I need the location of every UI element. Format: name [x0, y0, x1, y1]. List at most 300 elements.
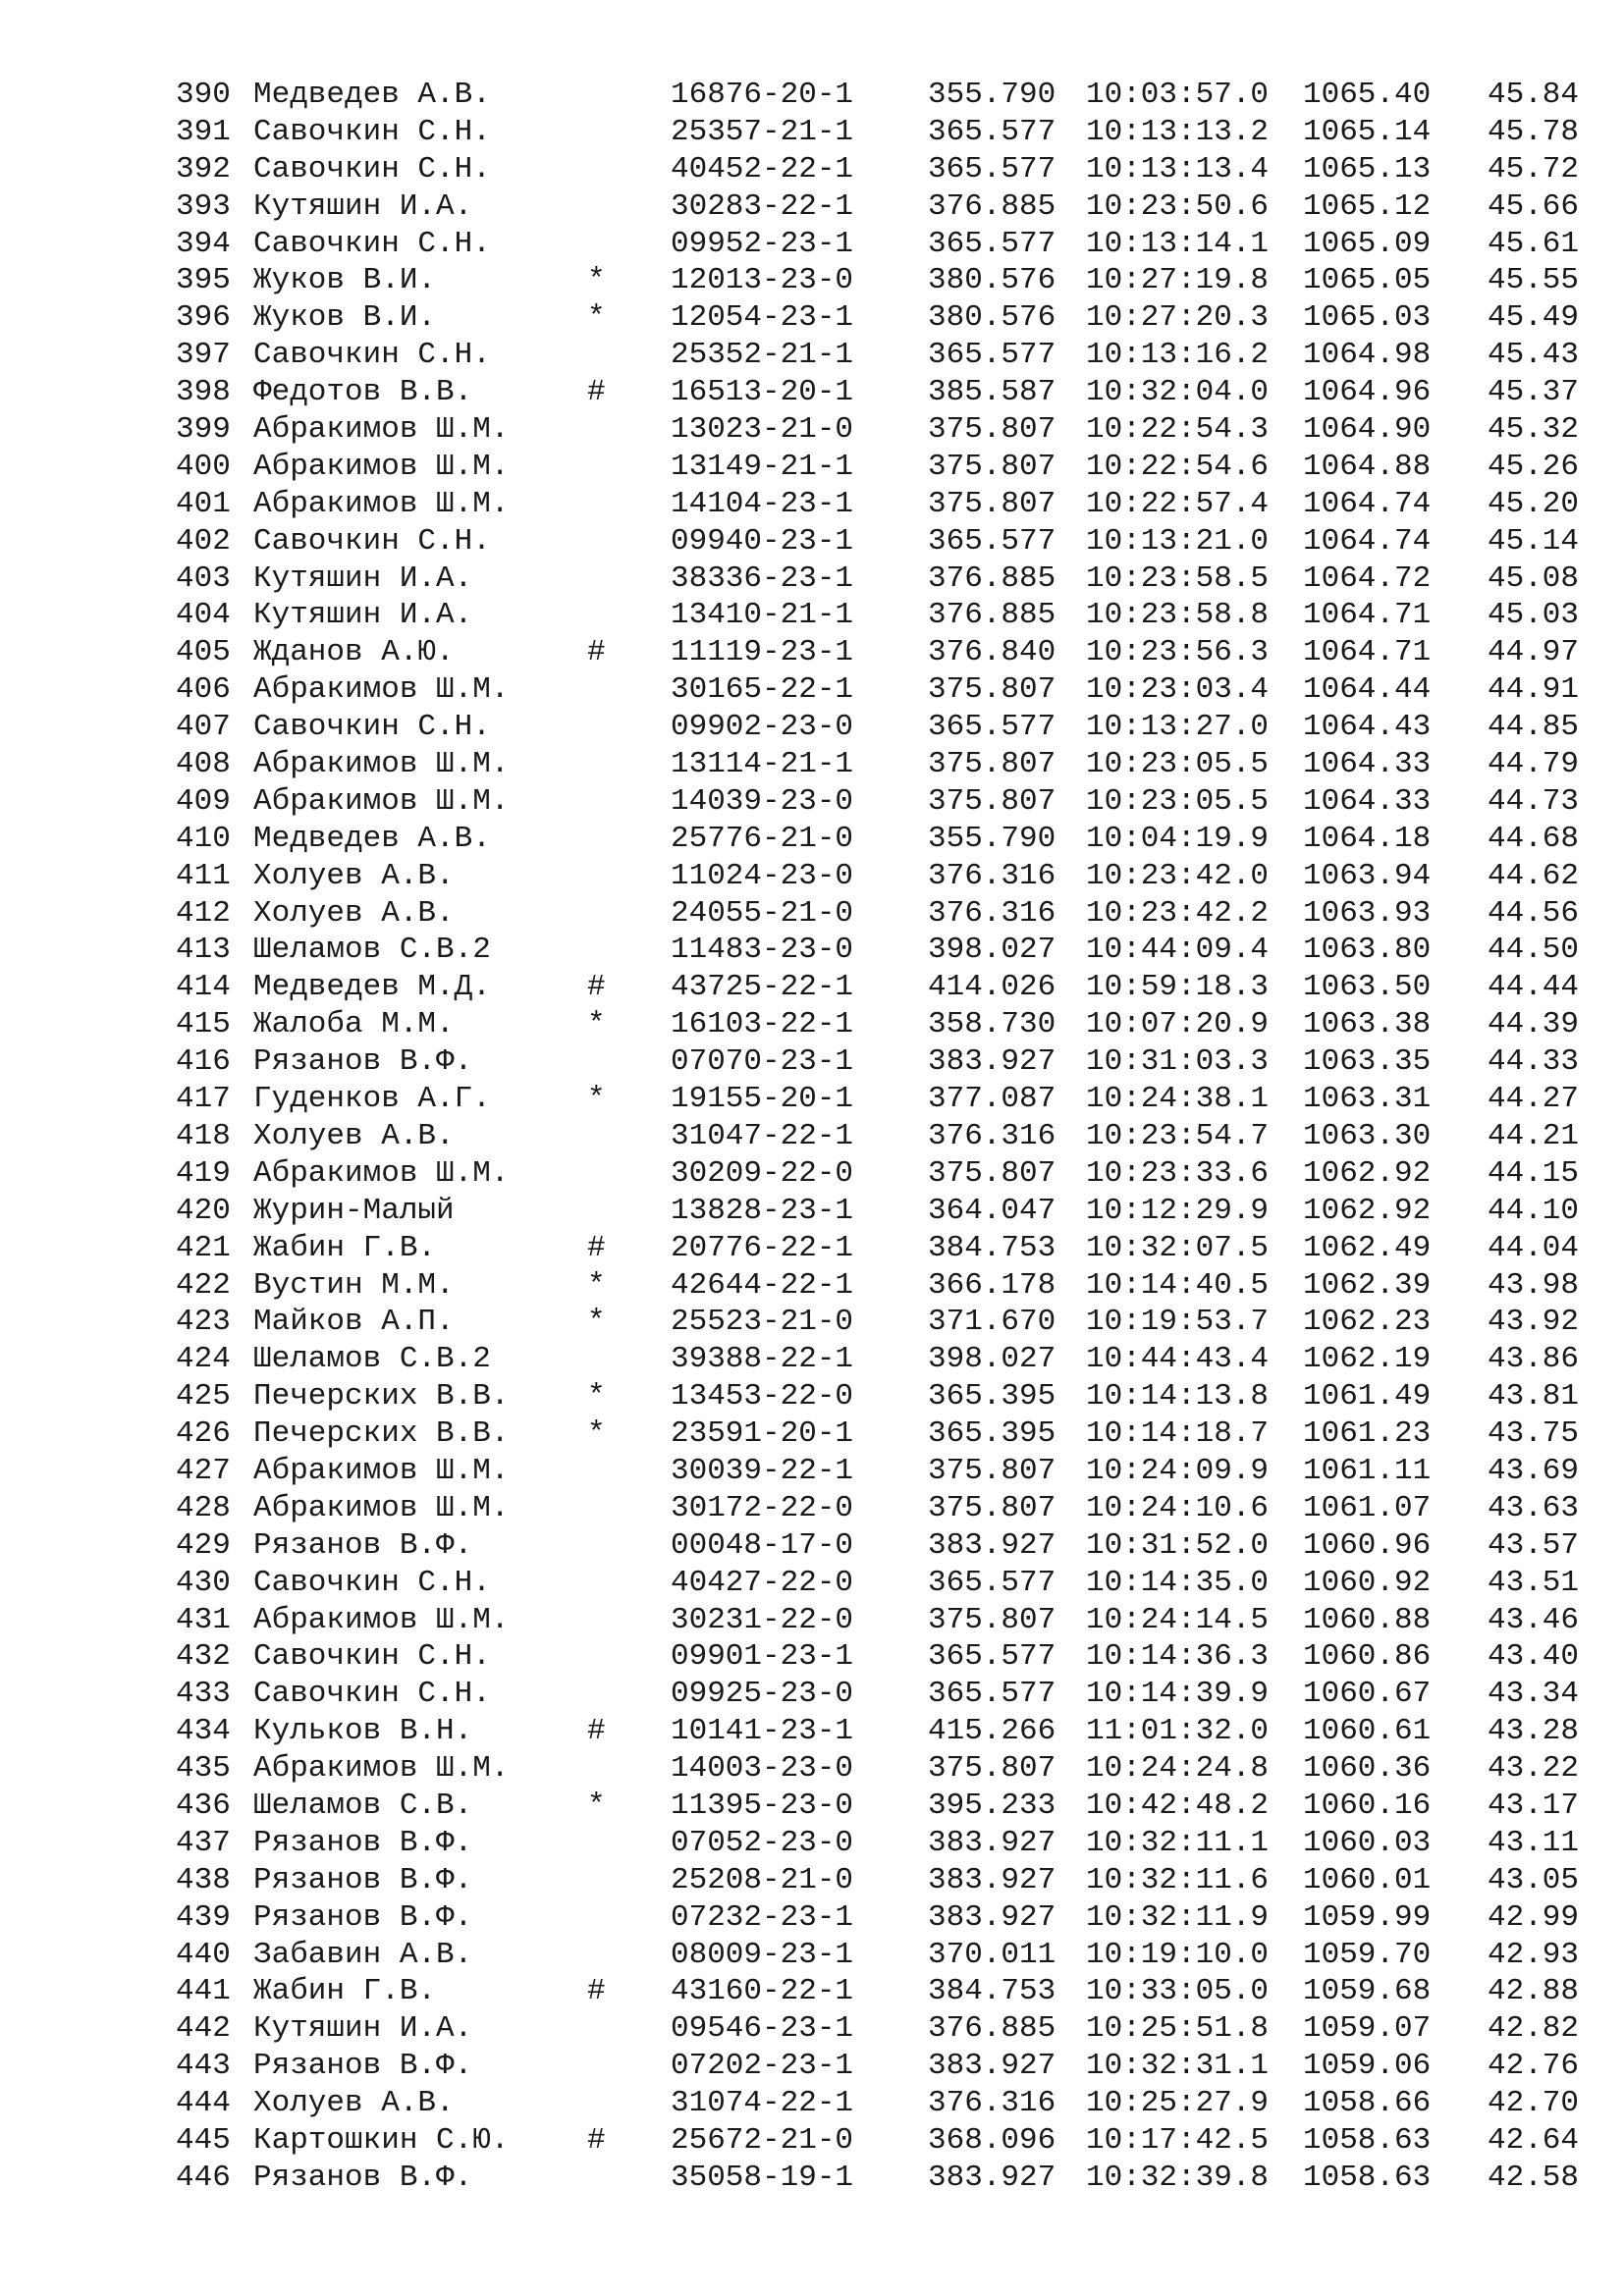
fancier-name-cell: Абракимов Ш.М.	[253, 412, 510, 448]
place-cell: 440	[176, 1937, 231, 1972]
table-row	[0, 1118, 1624, 1155]
distance-cell: 365.395	[928, 1379, 1056, 1415]
place-cell: 433	[176, 1677, 231, 1712]
fancier-name-cell: Рязанов В.Ф.	[253, 1862, 473, 1897]
place-cell: 391	[176, 114, 231, 149]
distance-cell: 365.577	[928, 523, 1056, 559]
ring-number-cell: 25357-21-1	[671, 114, 854, 149]
arrival-time-cell: 10:32:39.8	[1086, 2160, 1270, 2195]
place-cell: 434	[176, 1714, 231, 1749]
speed-cell: 1062.23	[1303, 1305, 1432, 1340]
points-cell: 42.76	[1487, 2049, 1579, 2084]
speed-cell: 1064.43	[1303, 710, 1432, 745]
arrival-time-cell: 10:23:42.2	[1086, 895, 1270, 931]
table-row	[0, 1602, 1624, 1639]
fancier-name-cell: Абракимов Ш.М.	[253, 672, 510, 708]
speed-cell: 1064.90	[1303, 412, 1432, 448]
fancier-name-cell: Абракимов Ш.М.	[253, 783, 510, 819]
distance-cell: 371.670	[928, 1305, 1056, 1340]
distance-cell: 365.577	[928, 1565, 1056, 1600]
arrival-time-cell: 10:59:18.3	[1086, 970, 1270, 1005]
speed-cell: 1065.12	[1303, 188, 1432, 224]
fancier-name-cell: Гуденков А.Г.	[253, 1082, 491, 1117]
points-cell: 44.85	[1487, 710, 1579, 745]
speed-cell: 1063.93	[1303, 895, 1432, 931]
arrival-time-cell: 10:32:04.0	[1086, 375, 1270, 410]
table-row	[0, 1006, 1624, 1043]
points-cell: 43.81	[1487, 1379, 1579, 1415]
points-cell: 42.70	[1487, 2086, 1579, 2121]
speed-cell: 1060.88	[1303, 1602, 1432, 1637]
mark-cell: #	[587, 1714, 606, 1749]
points-cell: 45.03	[1487, 598, 1579, 633]
ring-number-cell: 38336-23-1	[671, 561, 854, 596]
ring-number-cell: 13114-21-1	[671, 747, 854, 782]
ring-number-cell: 19155-20-1	[671, 1082, 854, 1117]
table-row	[0, 1193, 1624, 1230]
points-cell: 43.63	[1487, 1490, 1579, 1525]
table-row	[0, 597, 1624, 634]
ring-number-cell: 00048-17-0	[671, 1527, 854, 1563]
place-cell: 430	[176, 1565, 231, 1600]
distance-cell: 365.577	[928, 226, 1056, 261]
ring-number-cell: 13453-22-0	[671, 1379, 854, 1415]
arrival-time-cell: 10:19:10.0	[1086, 1937, 1270, 1972]
arrival-time-cell: 10:12:29.9	[1086, 1193, 1270, 1228]
mark-cell: *	[587, 1007, 606, 1042]
arrival-time-cell: 10:23:03.4	[1086, 672, 1270, 708]
points-cell: 44.21	[1487, 1118, 1579, 1153]
fancier-name-cell: Холуев А.В.	[253, 895, 455, 931]
mark-cell: #	[587, 635, 606, 670]
mark-cell: #	[587, 1230, 606, 1265]
distance-cell: 375.807	[928, 1155, 1056, 1191]
ring-number-cell: 30231-22-0	[671, 1602, 854, 1637]
distance-cell: 395.233	[928, 1788, 1056, 1823]
arrival-time-cell: 10:14:36.3	[1086, 1639, 1270, 1675]
fancier-name-cell: Майков А.П.	[253, 1305, 455, 1340]
ring-number-cell: 09952-23-1	[671, 226, 854, 261]
points-cell: 45.72	[1487, 151, 1579, 187]
fancier-name-cell: Рязанов В.Ф.	[253, 1825, 473, 1860]
place-cell: 443	[176, 2049, 231, 2084]
ring-number-cell: 40452-22-1	[671, 151, 854, 187]
place-cell: 416	[176, 1044, 231, 1080]
place-cell: 413	[176, 933, 231, 968]
arrival-time-cell: 10:33:05.0	[1086, 1974, 1270, 2009]
points-cell: 42.99	[1487, 1899, 1579, 1935]
table-row	[0, 709, 1624, 746]
table-row	[0, 821, 1624, 858]
points-cell: 42.58	[1487, 2160, 1579, 2195]
place-cell: 414	[176, 970, 231, 1005]
distance-cell: 383.927	[928, 1899, 1056, 1935]
place-cell: 403	[176, 561, 231, 596]
speed-cell: 1064.88	[1303, 449, 1432, 484]
place-cell: 432	[176, 1639, 231, 1675]
table-row	[0, 2085, 1624, 2122]
ring-number-cell: 25672-21-0	[671, 2122, 854, 2158]
place-cell: 418	[176, 1118, 231, 1153]
speed-cell: 1060.01	[1303, 1862, 1432, 1897]
table-row	[0, 1453, 1624, 1490]
arrival-time-cell: 10:23:42.0	[1086, 858, 1270, 893]
distance-cell: 385.587	[928, 375, 1056, 410]
fancier-name-cell: Кутяшин И.А.	[253, 2011, 473, 2047]
ring-number-cell: 23591-20-1	[671, 1416, 854, 1452]
ring-number-cell: 40427-22-0	[671, 1565, 854, 1600]
fancier-name-cell: Рязанов В.Ф.	[253, 2160, 473, 2195]
place-cell: 428	[176, 1490, 231, 1525]
ring-number-cell: 16103-22-1	[671, 1007, 854, 1042]
points-cell: 44.39	[1487, 1007, 1579, 1042]
distance-cell: 383.927	[928, 2160, 1056, 2195]
speed-cell: 1061.11	[1303, 1453, 1432, 1488]
fancier-name-cell: Савочкин С.Н.	[253, 338, 491, 373]
speed-cell: 1064.74	[1303, 486, 1432, 521]
distance-cell: 365.577	[928, 114, 1056, 149]
table-row	[0, 226, 1624, 263]
speed-cell: 1060.36	[1303, 1751, 1432, 1787]
arrival-time-cell: 10:17:42.5	[1086, 2122, 1270, 2158]
arrival-time-cell: 10:32:07.5	[1086, 1230, 1270, 1265]
ring-number-cell: 09925-23-0	[671, 1677, 854, 1712]
ring-number-cell: 07052-23-0	[671, 1825, 854, 1860]
place-cell: 417	[176, 1082, 231, 1117]
place-cell: 420	[176, 1193, 231, 1228]
ring-number-cell: 39388-22-1	[671, 1342, 854, 1377]
points-cell: 45.61	[1487, 226, 1579, 261]
distance-cell: 375.807	[928, 1751, 1056, 1787]
ring-number-cell: 42644-22-1	[671, 1267, 854, 1303]
points-cell: 45.26	[1487, 449, 1579, 484]
ring-number-cell: 20776-22-1	[671, 1230, 854, 1265]
distance-cell: 364.047	[928, 1193, 1056, 1228]
speed-cell: 1062.39	[1303, 1267, 1432, 1303]
arrival-time-cell: 10:42:48.2	[1086, 1788, 1270, 1823]
place-cell: 411	[176, 858, 231, 893]
distance-cell: 398.027	[928, 1342, 1056, 1377]
arrival-time-cell: 10:23:58.8	[1086, 598, 1270, 633]
distance-cell: 375.807	[928, 1490, 1056, 1525]
fancier-name-cell: Абракимов Ш.М.	[253, 449, 510, 484]
table-row	[0, 1713, 1624, 1750]
points-cell: 43.11	[1487, 1825, 1579, 1860]
table-row	[0, 188, 1624, 226]
place-cell: 396	[176, 300, 231, 336]
table-row	[0, 411, 1624, 449]
distance-cell: 383.927	[928, 1044, 1056, 1080]
ring-number-cell: 25208-21-0	[671, 1862, 854, 1897]
speed-cell: 1063.80	[1303, 933, 1432, 968]
distance-cell: 355.790	[928, 821, 1056, 856]
fancier-name-cell: Жданов А.Ю.	[253, 635, 455, 670]
results-table	[0, 77, 1624, 2197]
points-cell: 45.84	[1487, 78, 1579, 112]
arrival-time-cell: 10:25:51.8	[1086, 2011, 1270, 2047]
fancier-name-cell: Абракимов Ш.М.	[253, 486, 510, 521]
table-row	[0, 114, 1624, 151]
place-cell: 423	[176, 1305, 231, 1340]
distance-cell: 365.577	[928, 151, 1056, 187]
ring-number-cell: 09546-23-1	[671, 2011, 854, 2047]
points-cell: 43.75	[1487, 1416, 1579, 1452]
table-row	[0, 895, 1624, 933]
arrival-time-cell: 10:24:14.5	[1086, 1602, 1270, 1637]
speed-cell: 1062.49	[1303, 1230, 1432, 1265]
arrival-time-cell: 10:32:11.9	[1086, 1899, 1270, 1935]
distance-cell: 358.730	[928, 1007, 1056, 1042]
fancier-name-cell: Забавин А.В.	[253, 1937, 473, 1972]
distance-cell: 376.316	[928, 858, 1056, 893]
arrival-time-cell: 10:23:50.6	[1086, 188, 1270, 224]
arrival-time-cell: 10:24:10.6	[1086, 1490, 1270, 1525]
arrival-time-cell: 10:24:09.9	[1086, 1453, 1270, 1488]
speed-cell: 1061.07	[1303, 1490, 1432, 1525]
arrival-time-cell: 10:14:35.0	[1086, 1565, 1270, 1600]
fancier-name-cell: Рязанов В.Ф.	[253, 1527, 473, 1563]
points-cell: 43.40	[1487, 1639, 1579, 1675]
arrival-time-cell: 10:23:05.5	[1086, 783, 1270, 819]
distance-cell: 370.011	[928, 1937, 1056, 1972]
points-cell: 45.37	[1487, 375, 1579, 410]
place-cell: 444	[176, 2086, 231, 2121]
table-row	[0, 1415, 1624, 1453]
place-cell: 402	[176, 523, 231, 559]
speed-cell: 1065.09	[1303, 226, 1432, 261]
distance-cell: 365.577	[928, 338, 1056, 373]
ring-number-cell: 30165-22-1	[671, 672, 854, 708]
distance-cell: 365.577	[928, 1639, 1056, 1675]
distance-cell: 365.395	[928, 1416, 1056, 1452]
speed-cell: 1060.61	[1303, 1714, 1432, 1749]
speed-cell: 1058.66	[1303, 2086, 1432, 2121]
points-cell: 43.98	[1487, 1267, 1579, 1303]
speed-cell: 1063.30	[1303, 1118, 1432, 1153]
ring-number-cell: 31047-22-1	[671, 1118, 854, 1153]
distance-cell: 375.807	[928, 1602, 1056, 1637]
place-cell: 390	[176, 78, 231, 112]
distance-cell: 376.885	[928, 188, 1056, 224]
fancier-name-cell: Савочкин С.Н.	[253, 226, 491, 261]
ring-number-cell: 09902-23-0	[671, 710, 854, 745]
fancier-name-cell: Савочкин С.Н.	[253, 523, 491, 559]
place-cell: 398	[176, 375, 231, 410]
distance-cell: 383.927	[928, 1825, 1056, 1860]
table-row	[0, 486, 1624, 523]
speed-cell: 1064.72	[1303, 561, 1432, 596]
speed-cell: 1064.96	[1303, 375, 1432, 410]
table-row	[0, 1899, 1624, 1937]
table-row	[0, 1937, 1624, 1974]
speed-cell: 1059.07	[1303, 2011, 1432, 2047]
points-cell: 44.15	[1487, 1155, 1579, 1191]
distance-cell: 375.807	[928, 486, 1056, 521]
speed-cell: 1060.03	[1303, 1825, 1432, 1860]
points-cell: 45.43	[1487, 338, 1579, 373]
mark-cell: *	[587, 1305, 606, 1340]
points-cell: 43.05	[1487, 1862, 1579, 1897]
arrival-time-cell: 10:22:54.3	[1086, 412, 1270, 448]
distance-cell: 376.316	[928, 895, 1056, 931]
points-cell: 45.78	[1487, 114, 1579, 149]
ring-number-cell: 14003-23-0	[671, 1751, 854, 1787]
points-cell: 44.33	[1487, 1044, 1579, 1080]
place-cell: 395	[176, 263, 231, 298]
points-cell: 44.73	[1487, 783, 1579, 819]
place-cell: 399	[176, 412, 231, 448]
ring-number-cell: 07232-23-1	[671, 1899, 854, 1935]
table-row	[0, 1378, 1624, 1415]
place-cell: 408	[176, 747, 231, 782]
arrival-time-cell: 10:32:31.1	[1086, 2049, 1270, 2084]
ring-number-cell: 16876-20-1	[671, 78, 854, 112]
speed-cell: 1060.67	[1303, 1677, 1432, 1712]
ring-number-cell: 13023-21-0	[671, 412, 854, 448]
distance-cell: 375.807	[928, 747, 1056, 782]
distance-cell: 376.316	[928, 1118, 1056, 1153]
arrival-time-cell: 10:19:53.7	[1086, 1305, 1270, 1340]
place-cell: 415	[176, 1007, 231, 1042]
points-cell: 45.55	[1487, 263, 1579, 298]
speed-cell: 1062.92	[1303, 1155, 1432, 1191]
ring-number-cell: 35058-19-1	[671, 2160, 854, 2195]
fancier-name-cell: Абракимов Ш.М.	[253, 1751, 510, 1787]
ring-number-cell: 30209-22-0	[671, 1155, 854, 1191]
speed-cell: 1063.38	[1303, 1007, 1432, 1042]
points-cell: 43.69	[1487, 1453, 1579, 1488]
distance-cell: 383.927	[928, 2049, 1056, 2084]
place-cell: 431	[176, 1602, 231, 1637]
ring-number-cell: 09901-23-1	[671, 1639, 854, 1675]
points-cell: 44.91	[1487, 672, 1579, 708]
mark-cell: *	[587, 1379, 606, 1415]
arrival-time-cell: 10:25:27.9	[1086, 2086, 1270, 2121]
fancier-name-cell: Федотов В.В.	[253, 375, 473, 410]
fancier-name-cell: Жалоба М.М.	[253, 1007, 455, 1042]
fancier-name-cell: Журин-Малый	[253, 1193, 455, 1228]
arrival-time-cell: 10:23:56.3	[1086, 635, 1270, 670]
speed-cell: 1063.50	[1303, 970, 1432, 1005]
points-cell: 43.57	[1487, 1527, 1579, 1563]
distance-cell: 376.840	[928, 635, 1056, 670]
points-cell: 45.08	[1487, 561, 1579, 596]
points-cell: 43.92	[1487, 1305, 1579, 1340]
arrival-time-cell: 10:13:13.4	[1086, 151, 1270, 187]
points-cell: 43.51	[1487, 1565, 1579, 1600]
table-row	[0, 151, 1624, 188]
points-cell: 44.10	[1487, 1193, 1579, 1228]
points-cell: 45.66	[1487, 188, 1579, 224]
fancier-name-cell: Шеламов С.В.2	[253, 933, 491, 968]
arrival-time-cell: 10:13:14.1	[1086, 226, 1270, 261]
arrival-time-cell: 10:32:11.6	[1086, 1862, 1270, 1897]
place-cell: 446	[176, 2160, 231, 2195]
arrival-time-cell: 10:23:05.5	[1086, 747, 1270, 782]
table-row	[0, 1638, 1624, 1676]
points-cell: 45.20	[1487, 486, 1579, 521]
distance-cell: 368.096	[928, 2122, 1056, 2158]
speed-cell: 1060.96	[1303, 1527, 1432, 1563]
ring-number-cell: 43160-22-1	[671, 1974, 854, 2009]
distance-cell: 366.178	[928, 1267, 1056, 1303]
fancier-name-cell: Холуев А.В.	[253, 1118, 455, 1153]
speed-cell: 1064.33	[1303, 747, 1432, 782]
distance-cell: 384.753	[928, 1974, 1056, 2009]
table-row	[0, 746, 1624, 783]
points-cell: 44.68	[1487, 821, 1579, 856]
fancier-name-cell: Савочкин С.Н.	[253, 151, 491, 187]
arrival-time-cell: 10:14:18.7	[1086, 1416, 1270, 1452]
fancier-name-cell: Вустин М.М.	[253, 1267, 455, 1303]
distance-cell: 365.577	[928, 1677, 1056, 1712]
points-cell: 45.14	[1487, 523, 1579, 559]
ring-number-cell: 11119-23-1	[671, 635, 854, 670]
speed-cell: 1061.49	[1303, 1379, 1432, 1415]
distance-cell: 376.885	[928, 561, 1056, 596]
speed-cell: 1063.94	[1303, 858, 1432, 893]
place-cell: 393	[176, 188, 231, 224]
fancier-name-cell: Абракимов Ш.М.	[253, 1602, 510, 1637]
place-cell: 445	[176, 2122, 231, 2158]
table-row	[0, 1081, 1624, 1118]
speed-cell: 1065.40	[1303, 78, 1432, 112]
place-cell: 392	[176, 151, 231, 187]
place-cell: 439	[176, 1899, 231, 1935]
table-row	[0, 1341, 1624, 1378]
fancier-name-cell: Печерских В.В.	[253, 1416, 510, 1452]
arrival-time-cell: 10:31:52.0	[1086, 1527, 1270, 1563]
distance-cell: 377.087	[928, 1082, 1056, 1117]
table-row	[0, 262, 1624, 299]
place-cell: 394	[176, 226, 231, 261]
fancier-name-cell: Жуков В.И.	[253, 300, 437, 336]
table-row	[0, 1527, 1624, 1565]
arrival-time-cell: 10:14:40.5	[1086, 1267, 1270, 1303]
place-cell: 426	[176, 1416, 231, 1452]
distance-cell: 414.026	[928, 970, 1056, 1005]
place-cell: 409	[176, 783, 231, 819]
points-cell: 44.44	[1487, 970, 1579, 1005]
points-cell: 42.64	[1487, 2122, 1579, 2158]
table-row	[0, 1862, 1624, 1899]
fancier-name-cell: Савочкин С.Н.	[253, 114, 491, 149]
place-cell: 422	[176, 1267, 231, 1303]
points-cell: 43.46	[1487, 1602, 1579, 1637]
fancier-name-cell: Рязанов В.Ф.	[253, 1899, 473, 1935]
distance-cell: 375.807	[928, 783, 1056, 819]
place-cell: 421	[176, 1230, 231, 1265]
fancier-name-cell: Кутяшин И.А.	[253, 561, 473, 596]
distance-cell: 398.027	[928, 933, 1056, 968]
points-cell: 45.32	[1487, 412, 1579, 448]
ring-number-cell: 11483-23-0	[671, 933, 854, 968]
place-cell: 429	[176, 1527, 231, 1563]
speed-cell: 1060.16	[1303, 1788, 1432, 1823]
fancier-name-cell: Шеламов С.В.2	[253, 1342, 491, 1377]
speed-cell: 1063.31	[1303, 1082, 1432, 1117]
arrival-time-cell: 10:04:19.9	[1086, 821, 1270, 856]
points-cell: 42.82	[1487, 2011, 1579, 2047]
ring-number-cell: 14039-23-0	[671, 783, 854, 819]
table-row	[0, 932, 1624, 969]
points-cell: 44.27	[1487, 1082, 1579, 1117]
distance-cell: 375.807	[928, 1453, 1056, 1488]
table-row	[0, 2010, 1624, 2048]
arrival-time-cell: 10:07:20.9	[1086, 1007, 1270, 1042]
mark-cell: #	[587, 1974, 606, 2009]
fancier-name-cell: Абракимов Ш.М.	[253, 1490, 510, 1525]
